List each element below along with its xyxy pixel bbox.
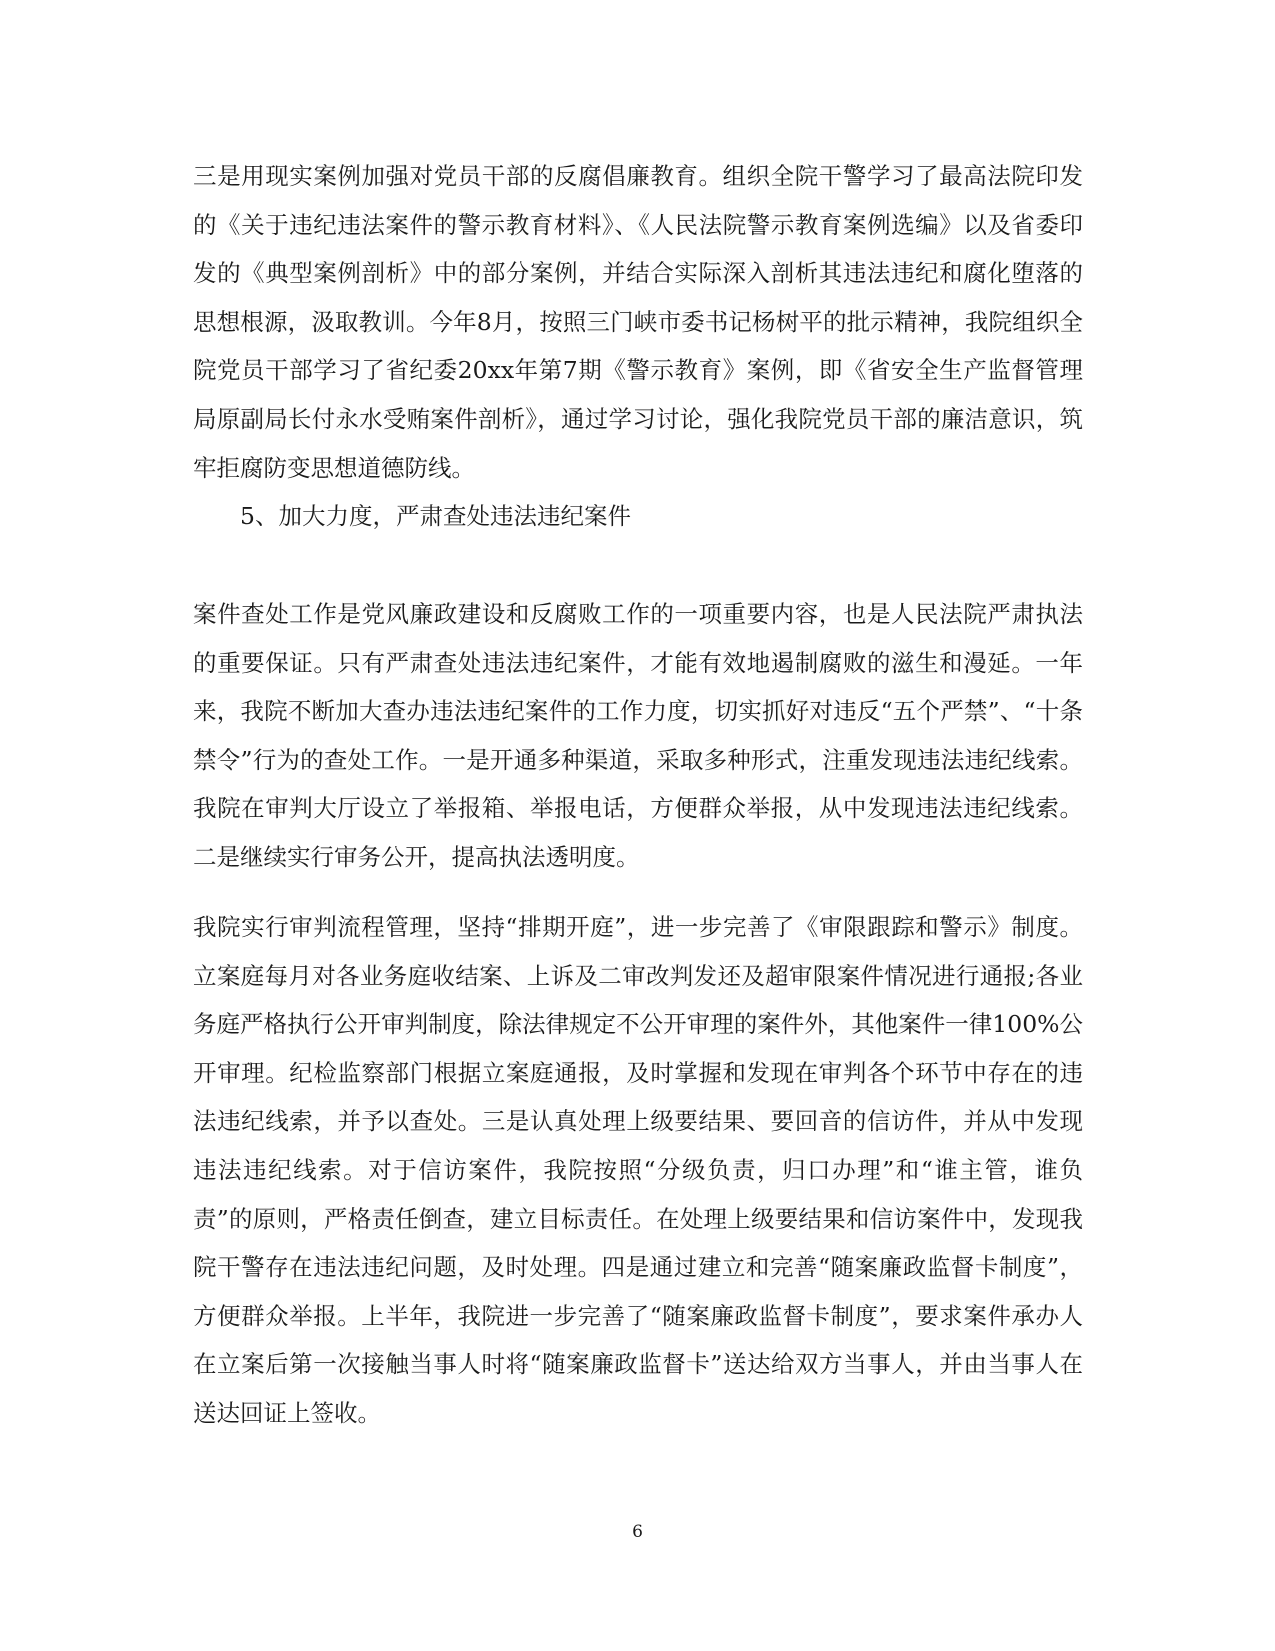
paragraph-trial-process-management: 我院实行审判流程管理，坚持“排期开庭”，进一步完善了《审限跟踪和警示》制度。立案庭每月对各业务庭收结案、上诉及二审改判发还及超审限案件情况进行通报;各业务庭严格执行公开审判制度，除法律规定不公开审理的案件外，其他案件一律100%公开审理。纪检监察部门根据立案庭通报，及时掌握和发现在审判各个环节中存在的违法违纪线索，并予以查处。三是认真处理上级要结果、要回音的信访件，并从中发现违法违纪线索。对于信访案件，我院按照“分级负责，归口办理”和“谁主管，谁负责”的原则，严格责任倒查，建立目标责任。在处理上级要结果和信访案件中，发现我院干警存在违法违纪问题，及时处理。四是通过建立和完善“随案廉政监督卡制度”，方便群众举报。上半年，我院进一步完善了“随案廉政监督卡制度”，要求案件承办人在立案后第一次接触当事人时将“随案廉政监督卡”送达给双方当事人，并由当事人在送达回证上签收。 [193,913,1083,1427]
paragraph-case-investigation: 案件查处工作是党风廉政建设和反腐败工作的一项重要内容，也是人民法院严肃执法的重要保证。只有严肃查处违法违纪案件，才能有效地遏制腐败的滋生和漫延。一年来，我院不断加大查办违法违纪案件的工作力度，切实抓好对违反“五个严禁”、“十条禁令”行为的查处工作。一是开通多种渠道，采取多种形式，注重发现违法违纪线索。我院在审判大厅设立了举报箱、举报电话，方便群众举报，从中发现违法违纪线索。二是继续实行审务公开，提高执法透明度。 [193,600,1083,871]
paragraph-anticorruption-education: 三是用现实案例加强对党员干部的反腐倡廉教育。组织全院干警学习了最高法院印发的《关于违纪违法案件的警示教育材料》、《人民法院警示教育案例选编》以及省委印发的《典型案例剖析》中的部分案例，并结合实际深入剖析其违法违纪和腐化堕落的思想根源，汲取教训。今年8月，按照三门峡市委书记杨树平的批示精神，我院组织全院党员干部学习了省纪委20xx年第7期《警示教育》案例，即《省安全生产监督管理局原副局长付永水受贿案件剖析》，通过学习讨论，强化我院党员干部的廉洁意识，筑牢拒腐防变思想道德防线。 [193,162,1083,482]
section-heading-investigate-cases: 5、加大力度，严肃查处违法违纪案件 [240,502,631,530]
page-number: 6 [632,1522,643,1542]
